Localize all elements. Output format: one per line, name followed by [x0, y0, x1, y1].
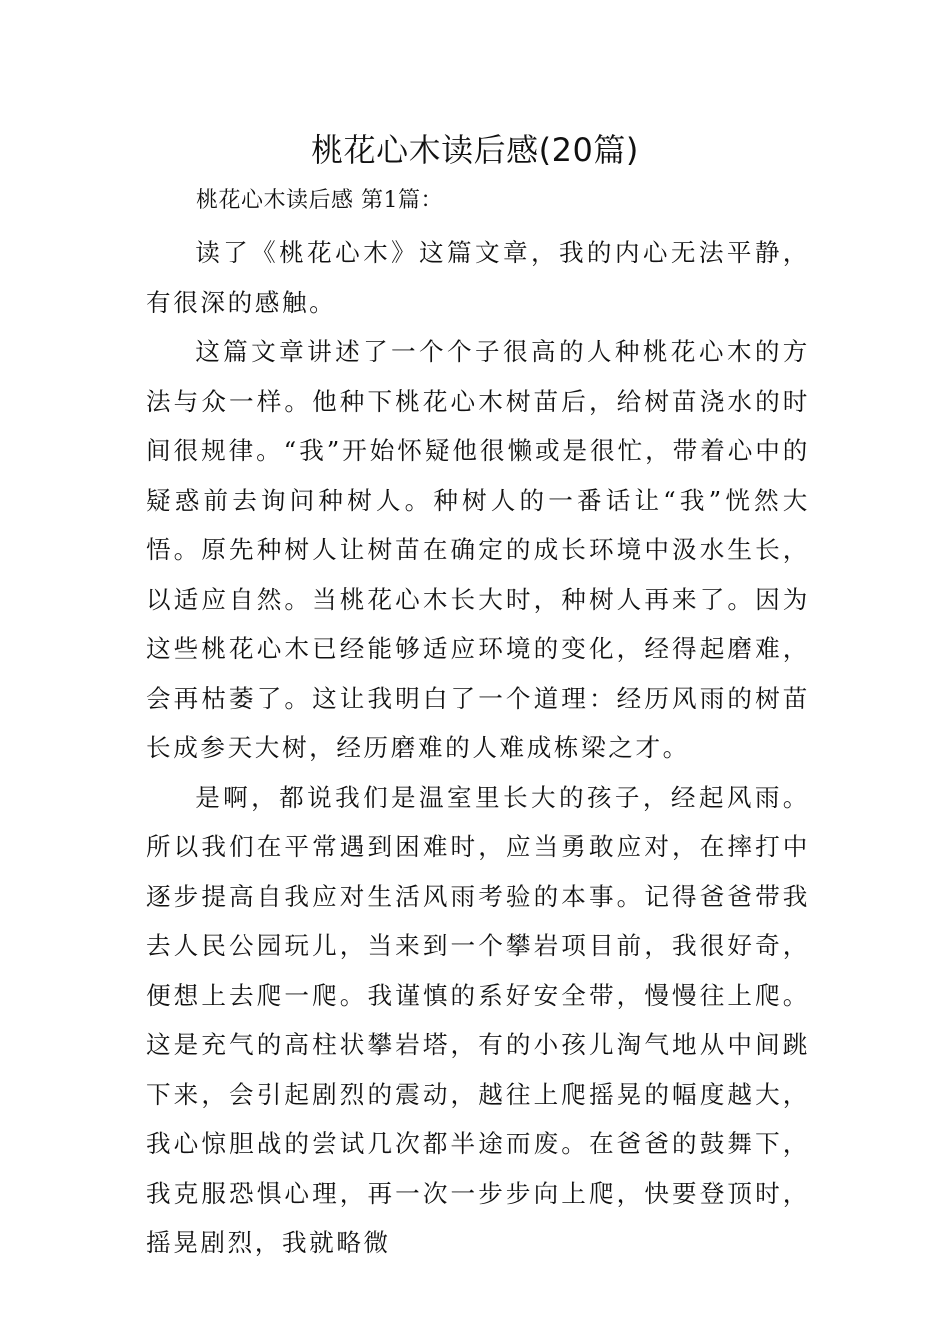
paragraph-2: 这篇文章讲述了一个个子很高的人种桃花心木的方法与众一样。他种下桃花心木树苗后，给树苗浇水的时间很规律。“我”开始怀疑他很懒或是很忙，带着心中的疑惑前去询问种树人。种树人的一番话让“我”恍然大悟。原先种树人让树苗在确定的成长环境中汲水生长，以适应自然。当桃花心木长大时，种树人再来了。因为这些桃花心木已经能够适应环境的变化，经得起磨难，会再枯萎了。这让我明白了一个道理：经历风雨的树苗长成参天大树，经历磨难的人难成栋梁之才。 — [146, 337, 810, 762]
paragraph-1: 读了《桃花心木》这篇文章，我的内心无法平静，有很深的感触。 — [146, 238, 810, 317]
section-heading: 桃花心木读后感 第1篇： — [196, 188, 443, 213]
paragraph-3: 是啊，都说我们是温室里长大的孩子，经起风雨。所以我们在平常遇到困难时，应当勇敢应对，在摔打中逐步提高自我应对生活风雨考验的本事。记得爸爸带我去人民公园玩儿，当来到一个攀岩项目前，我很好奇，便想上去爬一爬。我谨慎的系好安全带，慢慢往上爬。这是充气的高柱状攀岩塔，有的小孩儿淘气地从中间跳下来，会引起剧烈的震动，越往上爬摇晃的幅度越大，我心惊胆战的尝试几次都半途而废。在爸爸的鼓舞下，我克服恐惧心理，再一次一步步向上爬，快要登顶时，摇晃剧烈，我就略微 — [146, 782, 810, 1257]
document-body — [146, 228, 810, 1268]
document-title: 桃花心木读后感(20篇) — [311, 131, 639, 169]
